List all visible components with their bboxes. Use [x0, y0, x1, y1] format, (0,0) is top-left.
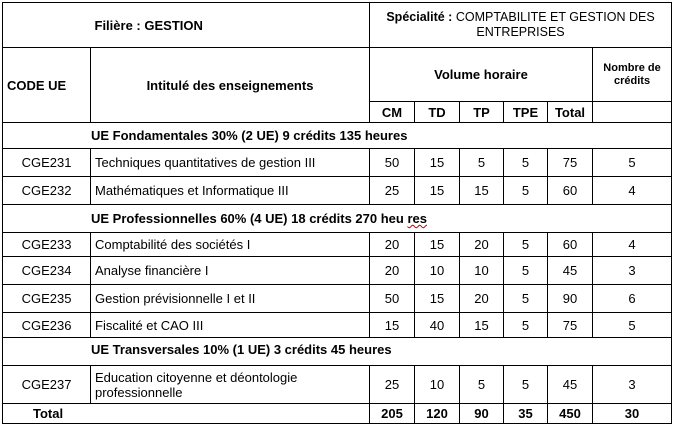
total-row: [3, 404, 672, 424]
blank-cell: [3, 3, 91, 48]
header-row-filiere: [3, 3, 672, 48]
total-value: 60: [548, 177, 593, 205]
td-value: 10: [415, 257, 460, 285]
section-row-fondamentales: [3, 123, 672, 149]
ue-code: CGE232: [3, 177, 91, 205]
total-credits: 30: [593, 404, 672, 424]
tpe-value: 5: [504, 285, 548, 313]
cm-value: 50: [370, 285, 415, 313]
section-title-main: UE Professionnelles 60% (4 UE) 18 crédits 270 heu: [91, 211, 408, 226]
total-tp: 90: [460, 404, 504, 424]
ue-name: Analyse financière I: [91, 257, 370, 285]
table-row: [3, 366, 672, 404]
header-row-columns: [3, 48, 672, 102]
td-value: 15: [415, 149, 460, 177]
cm-value: 15: [370, 313, 415, 338]
ue-name: Education citoyenne et déontologie professionnelle: [91, 366, 370, 404]
credits-value: 5: [593, 149, 672, 177]
section-row-transversales: [3, 338, 672, 366]
total-value: 45: [548, 366, 593, 404]
total-value: 75: [548, 313, 593, 338]
col-header-tpe: TPE: [504, 102, 548, 123]
total-td: 120: [415, 404, 460, 424]
cm-value: 25: [370, 177, 415, 205]
ue-name: Fiscalité et CAO III: [91, 313, 370, 338]
tpe-value: 5: [504, 233, 548, 257]
tpe-value: 5: [504, 257, 548, 285]
total-tpe: 35: [504, 404, 548, 424]
cm-value: 20: [370, 257, 415, 285]
section-title: [3, 205, 672, 233]
total-total: 450: [548, 404, 593, 424]
td-value: 15: [415, 233, 460, 257]
tp-value: 10: [460, 257, 504, 285]
td-value: 10: [415, 366, 460, 404]
col-header-tp: TP: [460, 102, 504, 123]
ue-code: CGE236: [3, 313, 91, 338]
section-row-professionnelles: [3, 205, 672, 233]
ue-code: CGE234: [3, 257, 91, 285]
col-header-td: TD: [415, 102, 460, 123]
section-title: UE Fondamentales 30% (2 UE) 9 crédits 135 heures: [3, 123, 672, 149]
tp-value: 20: [460, 285, 504, 313]
ue-name: Techniques quantitatives de gestion III: [91, 149, 370, 177]
cm-value: 25: [370, 366, 415, 404]
section-title: UE Transversales 10% (1 UE) 3 crédits 45 heures: [3, 338, 672, 366]
td-value: 40: [415, 313, 460, 338]
curriculum-table: [2, 2, 672, 424]
tp-value: 5: [460, 366, 504, 404]
td-value: 15: [415, 177, 460, 205]
specialite-cell: [370, 3, 672, 48]
table-row: [3, 149, 672, 177]
col-header-total: Total: [548, 102, 593, 123]
table-row: [3, 313, 672, 338]
filiere-value: GESTION: [144, 17, 203, 33]
table-row: [3, 257, 672, 285]
credits-value: 4: [593, 233, 672, 257]
specialite-value: COMPTABILITE ET GESTION DES ENTREPRISES: [455, 10, 655, 39]
ue-code: CGE233: [3, 233, 91, 257]
total-label: Total: [3, 404, 370, 424]
tpe-value: 5: [504, 149, 548, 177]
ue-name: Comptabilité des sociétés I: [91, 233, 370, 257]
tp-value: 15: [460, 177, 504, 205]
col-header-code: CODE UE: [3, 48, 91, 123]
table-row: [3, 285, 672, 313]
credits-value: 3: [593, 257, 672, 285]
cm-value: 20: [370, 233, 415, 257]
td-value: 15: [415, 285, 460, 313]
tpe-value: 5: [504, 366, 548, 404]
tp-value: 20: [460, 233, 504, 257]
credits-value: 3: [593, 366, 672, 404]
table-row: [3, 177, 672, 205]
cm-value: 50: [370, 149, 415, 177]
col-header-cm: CM: [370, 102, 415, 123]
section-title-tail: res: [407, 211, 427, 226]
total-cm: 205: [370, 404, 415, 424]
tp-value: 5: [460, 149, 504, 177]
filiere-label: Filière :: [94, 17, 145, 33]
total-value: 60: [548, 233, 593, 257]
total-value: 75: [548, 149, 593, 177]
col-header-volume: Volume horaire: [370, 48, 593, 102]
credits-value: 5: [593, 313, 672, 338]
credits-value: 4: [593, 177, 672, 205]
ue-name: Gestion prévisionnelle I et II: [91, 285, 370, 313]
table-row: [3, 233, 672, 257]
tp-value: 15: [460, 313, 504, 338]
ue-code: CGE231: [3, 149, 91, 177]
total-value: 45: [548, 257, 593, 285]
col-header-credits-blank: [593, 102, 672, 123]
ue-name: Mathématiques et Informatique III: [91, 177, 370, 205]
total-value: 90: [548, 285, 593, 313]
col-header-credits: Nombre de crédits: [593, 48, 672, 102]
credits-value: 6: [593, 285, 672, 313]
col-header-intitule: Intitulé des enseignements: [91, 48, 370, 123]
ue-code: CGE235: [3, 285, 91, 313]
ue-code: CGE237: [3, 366, 91, 404]
specialite-label: Spécialité :: [386, 10, 456, 24]
tpe-value: 5: [504, 313, 548, 338]
tpe-value: 5: [504, 177, 548, 205]
filiere-cell: [91, 3, 370, 48]
